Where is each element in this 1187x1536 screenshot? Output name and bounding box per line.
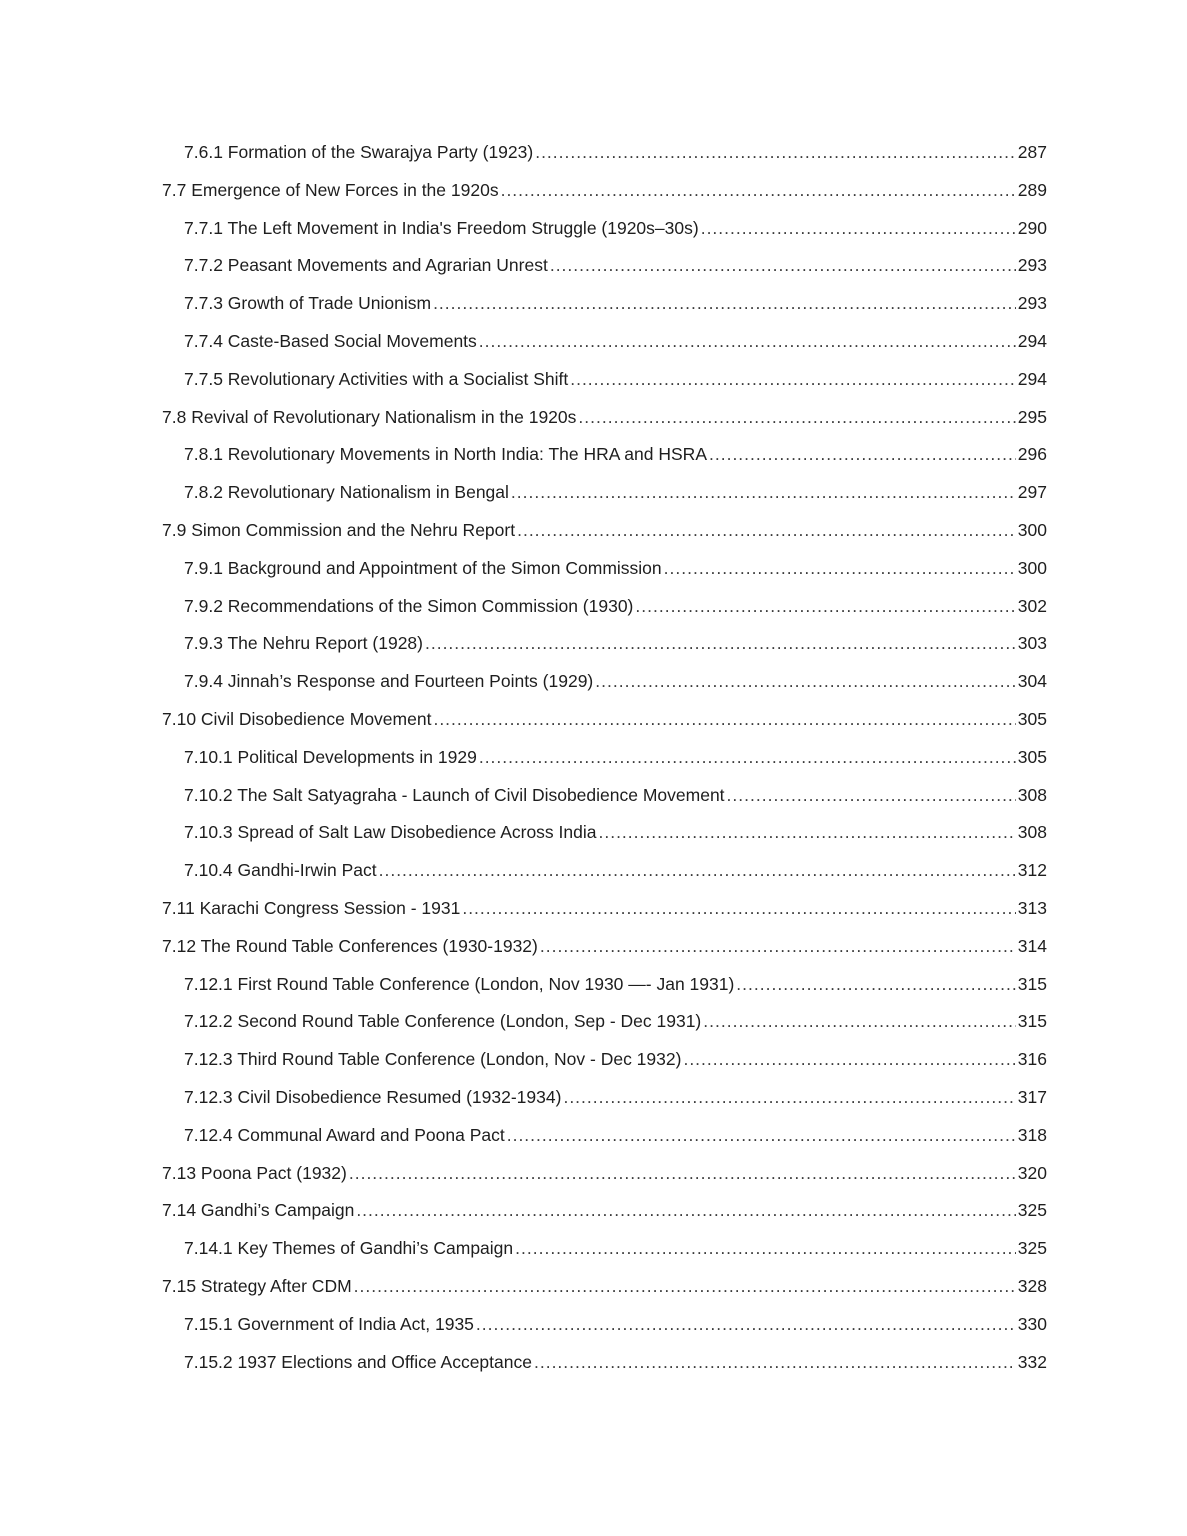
toc-entry-title: 7.15 Strategy After CDM <box>162 1275 352 1296</box>
toc-entry-title: 7.7.5 Revolutionary Activities with a Socialist Shift <box>184 368 569 389</box>
toc-entry-page-number: 304 <box>1017 671 1047 692</box>
toc-entry-leader-dots <box>703 1003 1016 1041</box>
toc-entry-title: 7.9 Simon Commission and the Nehru Report <box>162 519 516 540</box>
toc-entry-leader-dots <box>635 588 1015 626</box>
toc-entry-leader-dots <box>736 966 1016 1004</box>
toc-entry-title: 7.8.2 Revolutionary Nationalism in Bengal <box>184 482 509 503</box>
toc-entry-page-number: 290 <box>1017 217 1047 238</box>
toc-entry-title: 7.7.2 Peasant Movements and Agrarian Unrest <box>184 255 548 276</box>
toc-entry-leader-dots <box>479 323 1016 361</box>
toc-entry[interactable] <box>162 512 1047 550</box>
toc-entry-title: 7.12.3 Third Round Table Conference (London, Nov - Dec 1932) <box>184 1049 682 1070</box>
toc-entry[interactable] <box>162 1041 1047 1079</box>
toc-entry-leader-dots <box>563 1079 1015 1117</box>
toc-entry[interactable] <box>162 1079 1047 1117</box>
toc-entry-leader-dots <box>433 285 1016 323</box>
toc-entry[interactable] <box>162 928 1047 966</box>
toc-entry-page-number: 325 <box>1017 1238 1047 1259</box>
toc-entry-leader-dots <box>476 1306 1016 1344</box>
toc-entry-title: 7.15.1 Government of India Act, 1935 <box>184 1313 474 1334</box>
table-of-contents <box>162 134 1047 1381</box>
toc-entry[interactable] <box>162 739 1047 777</box>
toc-entry[interactable] <box>162 814 1047 852</box>
toc-entry-title: 7.10.2 The Salt Satyagraha - Launch of Civil Disobedience Movement <box>184 784 725 805</box>
toc-entry-leader-dots <box>664 550 1016 588</box>
toc-entry[interactable] <box>162 474 1047 512</box>
toc-entry-title: 7.8 Revival of Revolutionary Nationalism in the 1920s <box>162 406 577 427</box>
toc-entry-page-number: 330 <box>1017 1313 1047 1334</box>
toc-entry-title: 7.7.4 Caste-Based Social Movements <box>184 330 477 351</box>
toc-entry-page-number: 316 <box>1017 1049 1047 1070</box>
toc-entry[interactable] <box>162 134 1047 172</box>
toc-entry[interactable] <box>162 285 1047 323</box>
toc-entry[interactable] <box>162 210 1047 248</box>
toc-entry-leader-dots <box>683 1041 1015 1079</box>
toc-entry-page-number: 332 <box>1017 1351 1047 1372</box>
toc-entry-leader-dots <box>578 399 1015 437</box>
toc-entry-leader-dots <box>515 1230 1016 1268</box>
toc-entry-page-number: 317 <box>1017 1086 1047 1107</box>
toc-entry-leader-dots <box>507 1117 1016 1155</box>
toc-entry-leader-dots <box>462 890 1015 928</box>
toc-entry-page-number: 297 <box>1017 482 1047 503</box>
toc-entry-title: 7.10.4 Gandhi-Irwin Pact <box>184 860 377 881</box>
toc-entry-leader-dots <box>709 436 1016 474</box>
toc-entry-title: 7.15.2 1937 Elections and Office Acceptance <box>184 1351 532 1372</box>
toc-entry-leader-dots <box>570 361 1016 399</box>
toc-entry-title: 7.9.4 Jinnah’s Response and Fourteen Points (1929) <box>184 671 594 692</box>
toc-entry-leader-dots <box>598 814 1015 852</box>
toc-entry-leader-dots <box>433 701 1015 739</box>
toc-entry[interactable] <box>162 1192 1047 1230</box>
toc-entry-page-number: 295 <box>1017 406 1047 427</box>
toc-entry-page-number: 300 <box>1017 557 1047 578</box>
toc-entry-title: 7.7.1 The Left Movement in India's Freedom Struggle (1920s–30s) <box>184 217 699 238</box>
toc-entry[interactable] <box>162 399 1047 437</box>
toc-entry-page-number: 315 <box>1017 973 1047 994</box>
toc-entry[interactable] <box>162 1344 1047 1382</box>
toc-entry-leader-dots <box>701 210 1016 248</box>
toc-entry-page-number: 294 <box>1017 330 1047 351</box>
toc-entry-leader-dots <box>550 247 1016 285</box>
toc-entry-leader-dots <box>511 474 1016 512</box>
toc-entry-page-number: 303 <box>1017 633 1047 654</box>
toc-entry[interactable] <box>162 625 1047 663</box>
toc-entry-page-number: 312 <box>1017 860 1047 881</box>
toc-entry-page-number: 302 <box>1017 595 1047 616</box>
toc-entry-page-number: 305 <box>1017 708 1047 729</box>
toc-entry-leader-dots <box>479 739 1016 777</box>
toc-entry-page-number: 305 <box>1017 746 1047 767</box>
toc-entry-title: 7.14.1 Key Themes of Gandhi’s Campaign <box>184 1238 514 1259</box>
toc-entry-leader-dots <box>356 1192 1015 1230</box>
toc-entry-leader-dots <box>534 1344 1016 1382</box>
toc-entry[interactable] <box>162 1155 1047 1193</box>
toc-entry-leader-dots <box>517 512 1016 550</box>
toc-entry-title: 7.12.4 Communal Award and Poona Pact <box>184 1124 505 1145</box>
toc-entry[interactable] <box>162 361 1047 399</box>
toc-entry-leader-dots <box>727 777 1016 815</box>
toc-entry-title: 7.12 The Round Table Conferences (1930-1932) <box>162 935 538 956</box>
toc-entry[interactable] <box>162 890 1047 928</box>
toc-entry-page-number: 293 <box>1017 293 1047 314</box>
toc-entry-leader-dots <box>595 663 1016 701</box>
toc-entry-page-number: 313 <box>1017 897 1047 918</box>
toc-entry-title: 7.6.1 Formation of the Swarajya Party (1923) <box>184 142 534 162</box>
toc-entry-title: 7.7.3 Growth of Trade Unionism <box>184 293 432 314</box>
toc-entry-title: 7.9.3 The Nehru Report (1928) <box>184 633 423 654</box>
toc-entry-leader-dots <box>379 852 1016 890</box>
toc-entry-title: 7.9.2 Recommendations of the Simon Commission (1930) <box>184 595 634 616</box>
toc-entry-title: 7.10.1 Political Developments in 1929 <box>184 746 477 767</box>
toc-entry-page-number: 287 <box>1017 142 1047 162</box>
toc-entry-title: 7.10.3 Spread of Salt Law Disobedience Across India <box>184 822 597 843</box>
toc-entry[interactable] <box>162 1230 1047 1268</box>
toc-entry-leader-dots <box>349 1155 1016 1193</box>
toc-entry[interactable] <box>162 663 1047 701</box>
toc-entry-page-number: 308 <box>1017 784 1047 805</box>
toc-entry-title: 7.11 Karachi Congress Session - 1931 <box>162 897 461 918</box>
toc-entry[interactable] <box>162 323 1047 361</box>
toc-entry[interactable] <box>162 852 1047 890</box>
toc-entry-page-number: 328 <box>1017 1275 1047 1296</box>
toc-entry-title: 7.13 Poona Pact (1932) <box>162 1162 347 1183</box>
toc-entry-page-number: 300 <box>1017 519 1047 540</box>
toc-entry-page-number: 318 <box>1017 1124 1047 1145</box>
toc-entry-leader-dots <box>354 1268 1016 1306</box>
toc-entry-leader-dots <box>540 928 1016 966</box>
toc-entry-page-number: 308 <box>1017 822 1047 843</box>
toc-entry-page-number: 320 <box>1017 1162 1047 1183</box>
toc-entry[interactable] <box>162 1117 1047 1155</box>
toc-entry-leader-dots <box>425 625 1016 663</box>
toc-entry[interactable] <box>162 1306 1047 1344</box>
toc-entry[interactable] <box>162 172 1047 210</box>
toc-entry-title: 7.12.2 Second Round Table Conference (London, Sep - Dec 1931) <box>184 1011 702 1032</box>
toc-entry-title: 7.10 Civil Disobedience Movement <box>162 708 432 729</box>
toc-entry[interactable] <box>162 701 1047 739</box>
toc-entry[interactable] <box>162 777 1047 815</box>
toc-entry-title: 7.12.1 First Round Table Conference (London, Nov 1930 —- Jan 1931) <box>184 973 735 994</box>
toc-entry[interactable] <box>162 436 1047 474</box>
toc-entry-title: 7.12.3 Civil Disobedience Resumed (1932-1934) <box>184 1086 562 1107</box>
toc-entry[interactable] <box>162 966 1047 1004</box>
toc-entry-title: 7.7 Emergence of New Forces in the 1920s <box>162 179 499 200</box>
toc-entry[interactable] <box>162 1268 1047 1306</box>
toc-entry[interactable] <box>162 550 1047 588</box>
toc-entry-title: 7.14 Gandhi’s Campaign <box>162 1200 355 1221</box>
toc-entry[interactable] <box>162 1003 1047 1041</box>
toc-entry-page-number: 296 <box>1017 444 1047 465</box>
toc-entry-leader-dots <box>535 134 1016 172</box>
toc-entry-page-number: 293 <box>1017 255 1047 276</box>
toc-entry-page-number: 289 <box>1017 179 1047 200</box>
toc-entry-title: 7.8.1 Revolutionary Movements in North India: The HRA and HSRA <box>184 444 707 465</box>
toc-entry-page-number: 325 <box>1017 1200 1047 1221</box>
toc-entry-leader-dots <box>501 172 1016 210</box>
toc-entry[interactable] <box>162 588 1047 626</box>
toc-entry-page-number: 294 <box>1017 368 1047 389</box>
toc-entry-page-number: 314 <box>1017 935 1047 956</box>
toc-entry[interactable] <box>162 247 1047 285</box>
toc-entry-page-number: 315 <box>1017 1011 1047 1032</box>
toc-entry-title: 7.9.1 Background and Appointment of the Simon Commission <box>184 557 662 578</box>
